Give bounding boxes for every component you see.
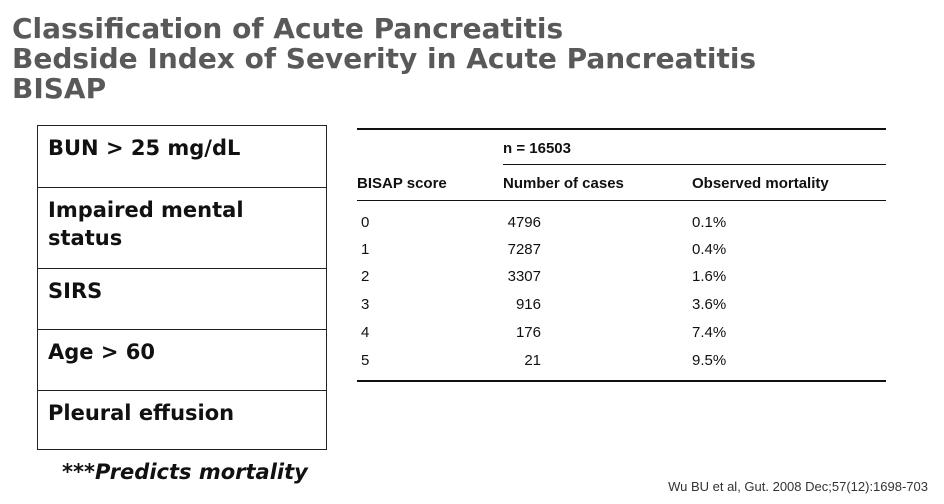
row-4-score: 4 <box>361 324 370 341</box>
row-1-score: 1 <box>361 241 370 258</box>
header-rule <box>357 200 886 201</box>
criterion-bun: BUN > 25 mg/dL <box>38 126 327 188</box>
col-header-mortality: Observed mortality <box>692 175 829 192</box>
col-header-score: BISAP score <box>357 175 447 192</box>
row-2-score: 2 <box>361 268 370 285</box>
title-line-3: BISAP <box>12 72 107 105</box>
bisap-criteria-table <box>37 125 327 450</box>
criteria-row <box>38 391 327 450</box>
row-4-cases: 176 <box>515 324 541 341</box>
row-0-score: 0 <box>361 214 370 231</box>
row-3-score: 3 <box>361 296 370 313</box>
row-3-cases: 916 <box>515 296 541 313</box>
criterion-sirs: SIRS <box>38 269 327 330</box>
n-header-rule <box>503 164 886 165</box>
row-0-mortality: 0.1% <box>692 214 727 231</box>
row-1-mortality: 0.4% <box>692 241 727 258</box>
criteria-row <box>38 126 327 188</box>
note-text: Predicts mortality <box>94 460 308 484</box>
table-top-rule <box>357 128 886 130</box>
criterion-mental-status: Impaired mental status <box>38 188 327 269</box>
slide-title <box>12 14 756 104</box>
n-header: n = 16503 <box>503 140 571 157</box>
col-header-cases: Number of cases <box>503 175 624 192</box>
row-3-mortality: 3.6% <box>692 296 727 313</box>
criteria-row <box>38 188 327 269</box>
title-line-1: Classification of Acute Pancreatitis <box>12 12 564 45</box>
mortality-note <box>62 460 308 484</box>
criteria-row <box>38 269 327 330</box>
row-0-cases: 4796 <box>507 214 541 231</box>
row-5-cases: 21 <box>524 352 541 369</box>
citation: Wu BU et al, Gut. 2008 Dec;57(12):1698-703 <box>668 479 928 494</box>
criterion-pleural-effusion: Pleural effusion <box>38 391 327 450</box>
row-5-mortality: 9.5% <box>692 352 727 369</box>
criterion-age: Age > 60 <box>38 330 327 391</box>
note-stars: *** <box>62 460 95 484</box>
row-2-cases: 3307 <box>507 268 541 285</box>
table-bottom-rule <box>357 380 886 382</box>
row-4-mortality: 7.4% <box>692 324 727 341</box>
criteria-row <box>38 330 327 391</box>
row-5-score: 5 <box>361 352 370 369</box>
title-line-2: Bedside Index of Severity in Acute Pancreatitis <box>12 42 757 75</box>
row-1-cases: 7287 <box>507 241 541 258</box>
row-2-mortality: 1.6% <box>692 268 727 285</box>
